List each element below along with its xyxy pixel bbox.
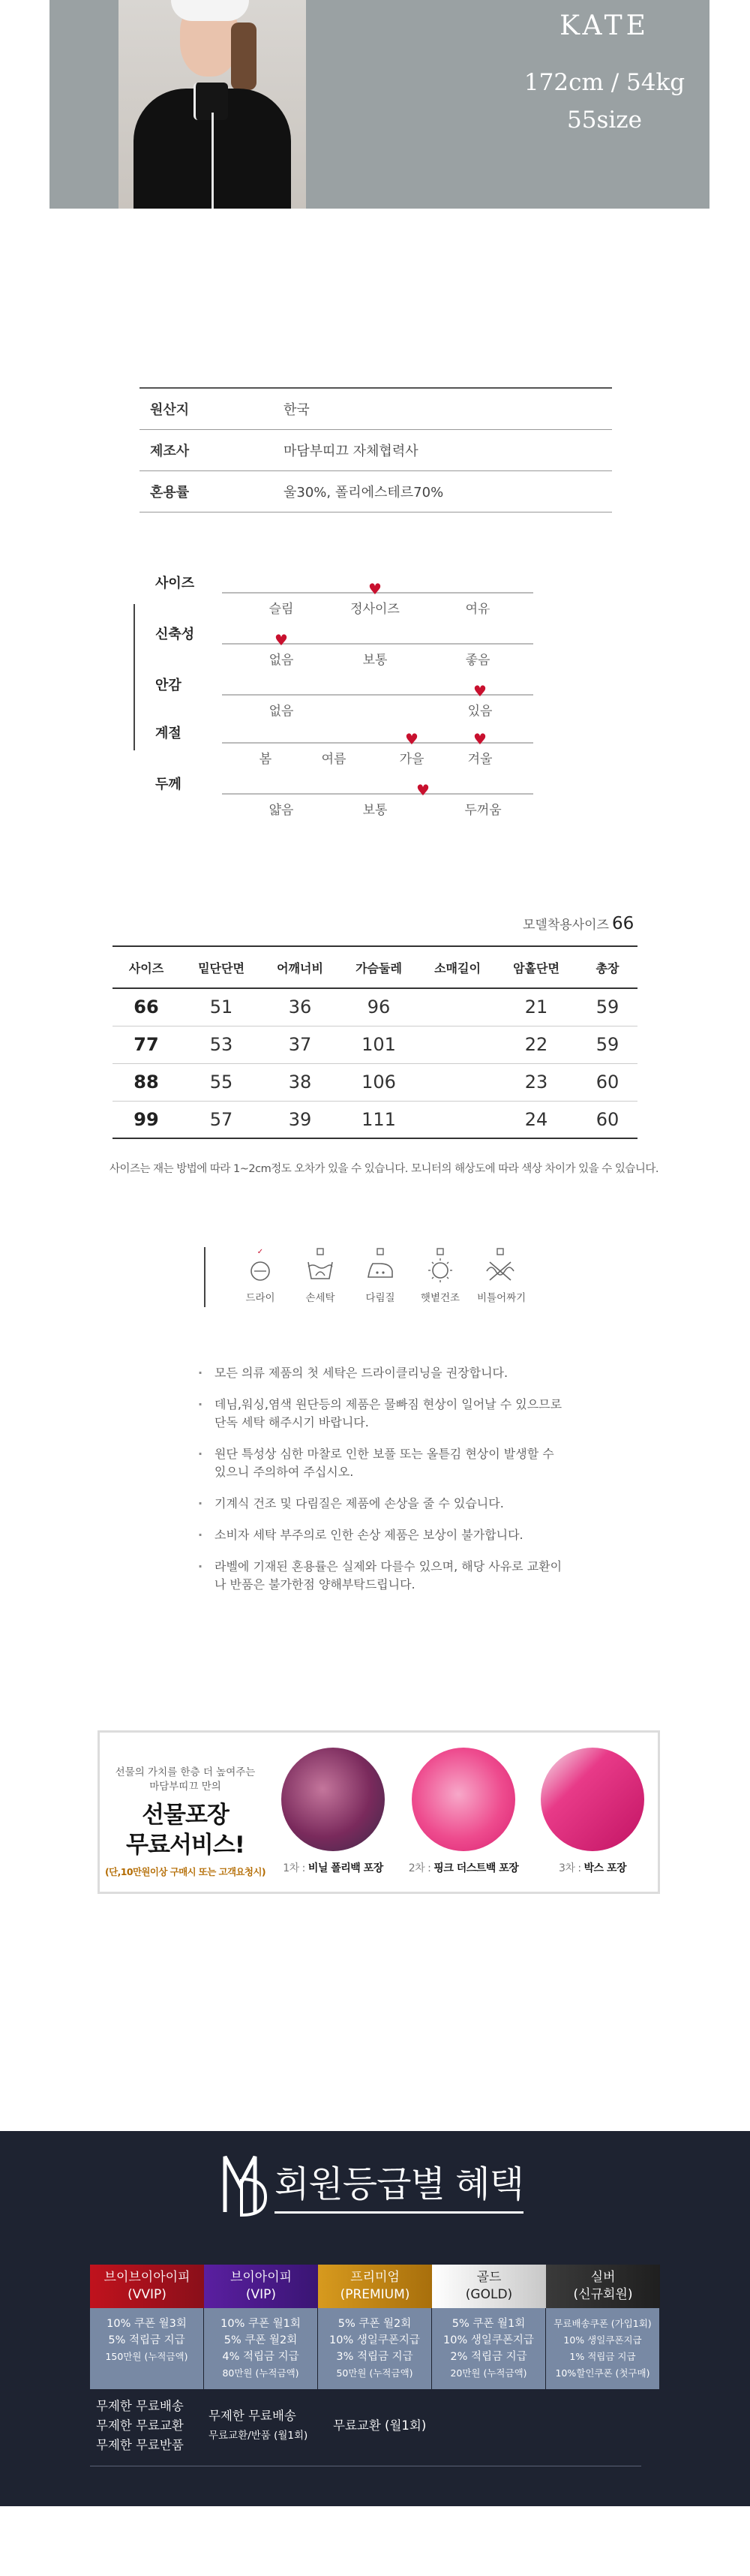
gift-caption: [277, 1860, 389, 1875]
scale-label: 여름: [321, 752, 346, 767]
size-table: [112, 945, 638, 1139]
heart-marker-icon: ♥: [416, 781, 430, 799]
table-cell: 39: [262, 1101, 338, 1138]
benefit: 10% 생일쿠폰지급: [443, 2334, 534, 2346]
grade-header: [546, 2265, 660, 2308]
shipping-item: 무제한 무료반품: [96, 2438, 184, 2452]
shipping-item: 무제한 무료배송: [208, 2409, 296, 2423]
grade-en: (신규회원): [573, 2287, 633, 2302]
table-cell: 96: [338, 988, 420, 1026]
table-cell: 38: [262, 1063, 338, 1101]
grade-header: [318, 2265, 432, 2308]
info-label: 혼용률: [150, 485, 190, 500]
table-cell: 59: [578, 988, 638, 1026]
grade-en: (GOLD): [465, 2287, 513, 2302]
grade-benefits: [546, 2308, 660, 2389]
gift-condition: (단,10만원이상 구매시 또는 고객요청시): [105, 1866, 266, 1877]
grade-gold: [432, 2265, 546, 2389]
gift-title-line: 무료서비스!: [126, 1832, 244, 1859]
care-label: 다림질: [365, 1292, 395, 1304]
model-size-tag: [523, 914, 634, 933]
table-cell: 59: [578, 1026, 638, 1063]
fit-scale: [134, 574, 554, 822]
dustbag-image: [412, 1748, 515, 1851]
info-row: [140, 471, 612, 512]
benefit: 50만원 (누적금액): [336, 2367, 413, 2379]
benefit: 무료배송쿠폰 (가입1회): [554, 2318, 652, 2329]
no-wring-icon: [477, 1246, 524, 1285]
table-cell: [420, 1063, 495, 1101]
scale-title: 신축성: [155, 627, 195, 642]
scale-row-lining: [134, 676, 554, 721]
scale-track: [222, 793, 533, 795]
table-row: [112, 1063, 638, 1101]
grade-table: [90, 2265, 660, 2389]
grade-name: 프리미엄: [350, 2270, 400, 2285]
box-image: [541, 1748, 644, 1851]
scale-title: 두께: [155, 777, 182, 792]
table-cell: 66: [112, 988, 180, 1026]
table-cell: 57: [180, 1101, 262, 1138]
size-table-header: [112, 946, 638, 988]
grade-name: 실버: [590, 2270, 616, 2285]
column-header: 어깨너비: [262, 946, 338, 988]
gift-intro: [100, 1733, 271, 1892]
grade-premium: [318, 2265, 432, 2389]
benefit: 10% 쿠폰 월1회: [220, 2318, 301, 2330]
scale-label: 보통: [362, 803, 388, 818]
benefit: 150만원 (누적금액): [105, 2351, 188, 2362]
info-value: 울30%, 폴리에스테르70%: [284, 485, 444, 500]
gift-wrap-banner: [98, 1730, 660, 1894]
care-item: [357, 1246, 404, 1304]
table-cell: [420, 988, 495, 1026]
list-item: · 소비자 세탁 부주의로 인한 손상 제품은 보상이 불가합니다.: [198, 1526, 566, 1544]
model-height-weight: 172cm / 54kg: [524, 69, 686, 96]
shipping-col-premium: [318, 2397, 432, 2455]
scale-row-season: [134, 724, 554, 769]
grade-benefits: [204, 2308, 318, 2389]
benefit: 10% 생일쿠폰지급: [563, 2334, 642, 2346]
scale-label: 슬림: [268, 602, 294, 617]
scale-row-stretch: [134, 625, 554, 670]
care-label: 손세탁: [305, 1292, 335, 1304]
heart-marker-icon: ♥: [473, 682, 487, 700]
table-cell: 99: [112, 1101, 180, 1138]
care-label: 햇볕건조: [420, 1292, 460, 1304]
grade-header: [204, 2265, 318, 2308]
shipping-col-vvip: [90, 2397, 204, 2455]
polybag-image: [281, 1748, 385, 1851]
scale-label: 얇음: [268, 803, 294, 818]
gift-option-name: 박스 포장: [584, 1862, 627, 1874]
heart-marker-icon: ♥: [368, 580, 382, 598]
table-cell: 24: [495, 1101, 578, 1138]
grade-name: 브이아이피: [230, 2270, 292, 2285]
svg-text:✓: ✓: [256, 1248, 264, 1256]
list-item: · 원단 특성상 심한 마찰로 인한 보풀 또는 올튿김 현상이 발생할 수 있으니 주의하여 주십시오.: [198, 1445, 566, 1481]
grade-en: (VIP): [245, 2287, 277, 2302]
size-note: 사이즈는 재는 방법에 따라 1~2cm정도 오차가 있을 수 있습니다. 모니터의 해상도에 따라 색상 차이가 있을 수 있습니다.: [110, 1163, 658, 1175]
grade-benefits: [432, 2308, 546, 2389]
table-cell: 60: [578, 1063, 638, 1101]
model-size-value: 66: [611, 914, 634, 933]
gift-title-line: 선물포장: [142, 1802, 229, 1829]
benefit: 80만원 (누적금액): [222, 2367, 299, 2379]
info-row: [140, 430, 612, 471]
scale-title: 안감: [155, 678, 182, 693]
benefit: 10% 생일쿠폰지급: [329, 2334, 420, 2346]
table-cell: 51: [180, 988, 262, 1026]
gift-option: [277, 1748, 389, 1875]
grade-name: 브이브이아이피: [104, 2270, 190, 2285]
scale-track: [222, 643, 533, 645]
benefit: 1% 적립금 지급: [569, 2351, 636, 2362]
care-notes: [198, 1364, 566, 1607]
scale-label: 겨울: [467, 752, 493, 767]
column-header: 총장: [578, 946, 638, 988]
care-label: 비틀어짜기: [477, 1292, 526, 1304]
shipping-col-vip: [204, 2397, 318, 2455]
gift-subtitle-line: 선물의 가치를 한층 더 높여주는: [115, 1766, 256, 1778]
shipping-item: 무료교환 (월1회): [333, 2418, 427, 2433]
table-cell: 21: [495, 988, 578, 1026]
shipping-item: 무제한 무료교환: [96, 2418, 184, 2433]
gift-step: 2차 :: [408, 1862, 431, 1874]
model-name: KATE: [560, 11, 650, 41]
table-cell: [420, 1026, 495, 1063]
grade-vvip: [90, 2265, 204, 2389]
scale-label: 좋음: [465, 653, 490, 668]
gift-option-name: 핑크 더스트백 포장: [434, 1862, 519, 1874]
model-size: 55size: [567, 107, 642, 134]
gift-option: [536, 1748, 649, 1875]
table-cell: 88: [112, 1063, 180, 1101]
column-header: 소매길이: [420, 946, 495, 988]
scale-label: 있음: [467, 704, 493, 719]
table-cell: [420, 1101, 495, 1138]
shipping-item: 무료교환/반품 (월1회): [208, 2430, 308, 2442]
benefit: 10% 쿠폰 월3회: [106, 2318, 187, 2330]
column-header: 암홀단면: [495, 946, 578, 988]
grade-vip: [204, 2265, 318, 2389]
product-info-table: [140, 387, 612, 512]
scale-label: 봄: [259, 752, 272, 767]
list-item: · 기계식 건조 및 다림질은 제품에 손상을 줄 수 있습니다.: [198, 1495, 566, 1513]
table-cell: 101: [338, 1026, 420, 1063]
heart-marker-icon: ♥: [473, 730, 487, 748]
table-cell: 111: [338, 1101, 420, 1138]
grade-name: 골드: [476, 2270, 502, 2285]
column-header: 밑단단면: [180, 946, 262, 988]
grade-en: (VVIP): [128, 2287, 166, 2302]
benefit: 2% 적립금 지급: [450, 2351, 527, 2363]
hand-wash-icon: [297, 1246, 344, 1285]
benefit: 3% 적립금 지급: [336, 2351, 413, 2363]
list-item: · 라벨에 기재된 혼용률은 실제와 다를수 있으며, 해당 사유로 교환이나 반품은 불가한점 양해부탁드립니다.: [198, 1558, 566, 1594]
scale-label: 두꺼움: [464, 803, 502, 818]
dry-clean-icon: [237, 1246, 284, 1285]
gift-step: 3차 :: [558, 1862, 581, 1874]
care-item: [297, 1246, 344, 1304]
heart-marker-icon: ♥: [274, 631, 288, 649]
care-icons: [237, 1246, 524, 1304]
scale-label: 없음: [268, 704, 294, 719]
list-item: · 모든 의류 제품의 첫 세탁은 드라이클리닝을 권장합니다.: [198, 1364, 566, 1382]
table-cell: 36: [262, 988, 338, 1026]
table-cell: 55: [180, 1063, 262, 1101]
grade-header: [90, 2265, 204, 2308]
column-header: 사이즈: [112, 946, 180, 988]
gift-subtitle-line: 마담부띠끄 만의: [149, 1781, 221, 1793]
care-label: 드라이: [245, 1292, 275, 1304]
table-row: [112, 1101, 638, 1138]
model-size-label: 모델착용사이즈: [523, 918, 609, 933]
model-banner: [50, 0, 710, 209]
benefit: 20만원 (누적금액): [450, 2367, 527, 2379]
scale-row-size: [134, 574, 554, 619]
table-row: [112, 988, 638, 1026]
scale-label: 보통: [362, 653, 388, 668]
column-header: 가슴둘레: [338, 946, 420, 988]
info-label: 원산지: [150, 402, 190, 418]
table-cell: 60: [578, 1101, 638, 1138]
grade-header: [432, 2265, 546, 2308]
grade-en: (PREMIUM): [340, 2287, 410, 2302]
scale-label: 여유: [465, 602, 490, 617]
membership-section: [0, 2131, 750, 2506]
table-cell: 37: [262, 1026, 338, 1063]
benefit: 10%할인쿠폰 (첫구매): [555, 2367, 650, 2379]
benefit: 5% 쿠폰 월1회: [452, 2318, 526, 2330]
gift-caption: [536, 1860, 649, 1875]
membership-title: 회원등급별 혜택: [274, 2155, 524, 2214]
table-cell: 22: [495, 1026, 578, 1063]
info-value: 한국: [284, 402, 310, 418]
grade-benefits: [90, 2308, 204, 2389]
info-label: 제조사: [150, 443, 190, 459]
gift-caption: [407, 1860, 520, 1875]
scale-row-thickness: [134, 775, 554, 820]
md-logo-icon: [219, 2149, 268, 2218]
scale-label: 가을: [399, 752, 424, 767]
sun-dry-icon: [417, 1246, 464, 1285]
table-row: [112, 1026, 638, 1063]
info-value: 마담부띠끄 자체협력사: [284, 443, 418, 459]
grade-silver: [546, 2265, 660, 2389]
gift-option-name: 비닐 폴리백 포장: [308, 1862, 383, 1874]
scale-title: 계절: [155, 726, 182, 741]
table-cell: 53: [180, 1026, 262, 1063]
shipping-item: 무제한 무료배송: [96, 2399, 184, 2413]
heart-marker-icon: ♥: [405, 730, 418, 748]
model-photo: [118, 0, 306, 209]
benefit: 5% 적립금 지급: [108, 2334, 185, 2346]
gift-option: [407, 1748, 520, 1875]
scale-label: 정사이즈: [350, 602, 400, 617]
table-cell: 77: [112, 1026, 180, 1063]
gift-title: [100, 1800, 271, 1860]
scale-label: 없음: [268, 653, 294, 668]
grade-benefits: [318, 2308, 432, 2389]
list-item: · 데님,워싱,염색 원단등의 제품은 물빠짐 현상이 일어날 수 있으므로 단독 세탁 해주시기 바랍니다.: [198, 1396, 566, 1432]
gift-subtitle: [100, 1766, 271, 1794]
care-divider: [204, 1247, 206, 1307]
iron-icon: [357, 1246, 404, 1285]
benefit: 4% 적립금 지급: [222, 2351, 299, 2363]
benefit: 5% 쿠폰 월2회: [338, 2318, 412, 2330]
gift-step: 1차 :: [283, 1862, 305, 1874]
scale-title: 사이즈: [155, 576, 195, 591]
care-item: [237, 1246, 284, 1304]
table-cell: 23: [495, 1063, 578, 1101]
shipping-benefits: [90, 2397, 660, 2455]
table-cell: 106: [338, 1063, 420, 1101]
care-item: [477, 1246, 524, 1304]
info-row: [140, 389, 612, 430]
benefit: 5% 쿠폰 월2회: [224, 2334, 298, 2346]
care-item: [417, 1246, 464, 1304]
